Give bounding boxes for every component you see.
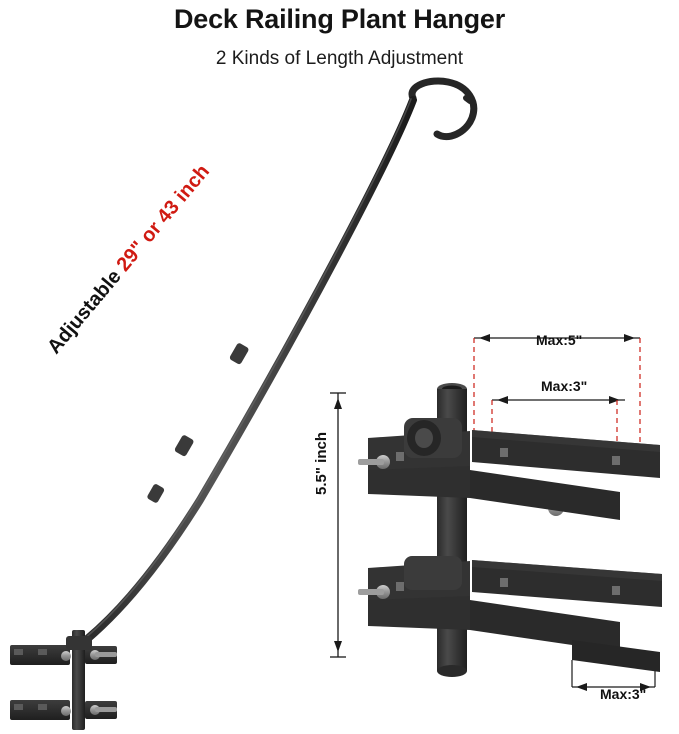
max3-bottom-dimension-label: Max:3" (600, 686, 647, 702)
hanger-arm (86, 100, 413, 640)
shepherd-hook-icon (412, 81, 474, 137)
height-dimension-label: 5.5" inch (312, 432, 330, 495)
upper-clamp-bracket (358, 418, 660, 520)
max5-dimension-label: Max:5" (536, 332, 583, 348)
arm-collars (146, 342, 249, 504)
adjustable-value: 29" or 43 inch (112, 160, 215, 276)
max3-top-dimension-label: Max:3" (541, 378, 588, 394)
height-dimension (330, 393, 346, 657)
page-title: Deck Railing Plant Hanger (173, 4, 506, 34)
adjustable-prefix: Adjustable (43, 261, 130, 359)
lower-clamp-bracket (358, 556, 662, 672)
page-subtitle: 2 Kinds of Length Adjustment (215, 48, 464, 69)
left-mount-assembly (10, 630, 117, 730)
